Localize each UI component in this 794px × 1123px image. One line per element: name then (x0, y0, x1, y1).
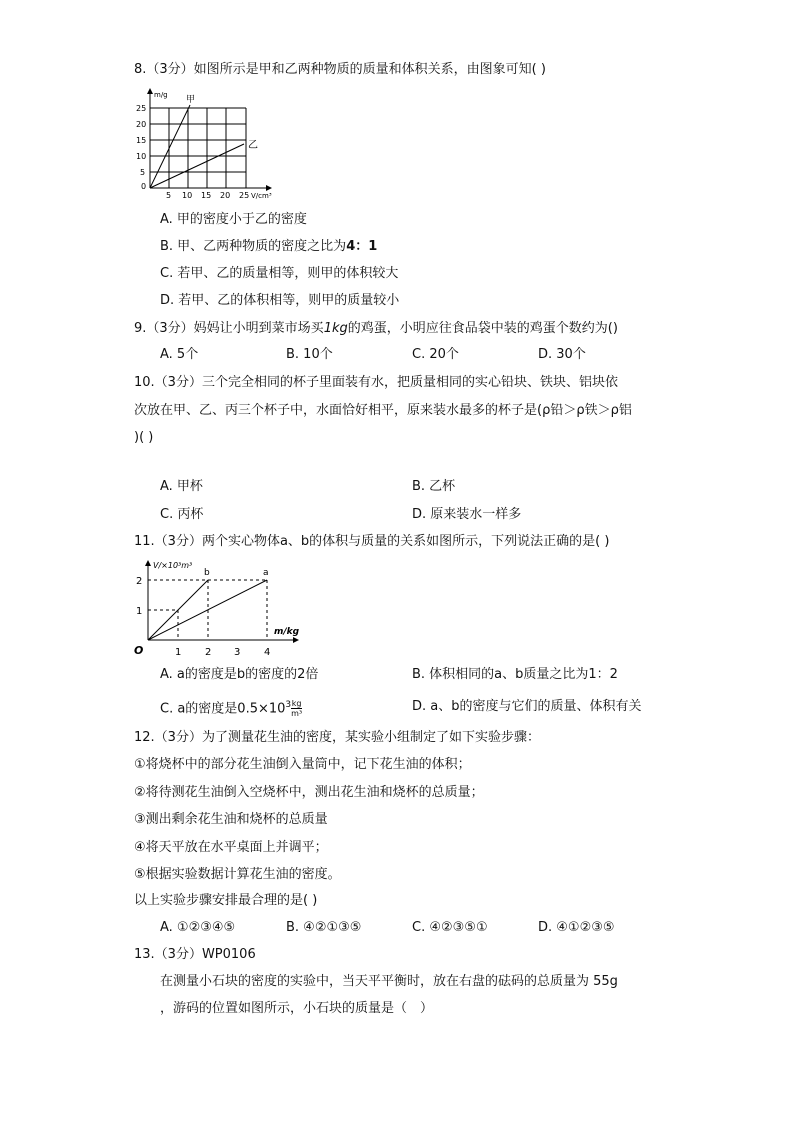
q8-xtick: 5 (166, 191, 172, 200)
q8-density-graph (136, 88, 286, 203)
q11-xtick: 2 (205, 647, 212, 658)
q11-xtick: 3 (234, 647, 241, 658)
q9-option-d: D. 30个 (538, 347, 586, 362)
q8-xtick: 15 (201, 191, 212, 200)
q11-option-b: B. 体积相同的a、b质量之比为1：2 (412, 667, 618, 682)
q11-origin: O (134, 644, 144, 657)
q8-line-jia (150, 105, 190, 188)
q12-step-5: ⑤根据实验数据计算花生油的密度。 (134, 867, 341, 882)
q8-option-b (160, 238, 377, 256)
q9-option-b: B. 10个 (286, 347, 333, 362)
q9-stem-pre: 9.（3分）妈妈让小明到菜市场买 (134, 321, 324, 336)
q9-option-a: A. 5个 (160, 347, 199, 362)
q12-question: 以上实验步骤安排最合理的是( ) (134, 893, 318, 908)
q11-option-a: A. a的密度是b的密度的2倍 (160, 667, 319, 682)
q8-option-c: C. 若甲、乙的质量相等，则甲的体积较大 (160, 266, 399, 281)
q11-option-c-unit-bot: m³ (291, 709, 303, 719)
q11-volume-mass-graph (133, 558, 308, 658)
q8-origin: 0 (141, 182, 147, 191)
q9-option-c: C. 20个 (412, 347, 459, 362)
q12-option-a: A. ①②③④⑤ (160, 920, 236, 935)
q8-ytick: 15 (136, 136, 147, 145)
q8-option-d: D. 若甲、乙的体积相等，则甲的质量较小 (160, 293, 400, 308)
q8-label-jia: 甲 (186, 95, 196, 105)
q11-option-c-text: C. a的密度是0.5×10 (160, 701, 286, 717)
q11-ytick: 2 (136, 576, 143, 587)
q11-label-b: b (204, 568, 210, 578)
q11-option-c-unit-top: kg (291, 699, 302, 709)
q10-option-d: D. 原来装水一样多 (412, 507, 522, 522)
q11-option-c-unit (291, 699, 302, 718)
q11-xtick: 1 (175, 647, 182, 658)
q9-stem-unit: 1kg (323, 321, 348, 336)
q8-ytick: 25 (136, 104, 147, 113)
q12-stem: 12.（3分）为了测量花生油的密度，某实验小组制定了如下实验步骤： (134, 730, 540, 745)
q11-option-c (160, 696, 302, 718)
q8-ytick: 20 (136, 120, 147, 129)
q11-xtick: 4 (264, 647, 271, 658)
q8-xtick: 25 (239, 191, 250, 200)
q8-label-yi: 乙 (248, 140, 258, 151)
q13-text-line2: ，游码的位置如图所示，小石块的质量是（ ） (160, 1001, 434, 1016)
q8-option-b-text: B. 甲、乙两种物质的密度之比为 (160, 239, 347, 254)
q11-stem: 11.（3分）两个实心物体a、b的体积与质量的关系如图所示，下列说法正确的是( ) (134, 534, 610, 549)
q11-option-d: D. a、b的密度与它们的质量、体积有关 (412, 699, 642, 714)
q8-stem: 8.（3分）如图所示是甲和乙两种物质的质量和体积关系，由图象可知( ) (134, 62, 546, 77)
q9-stem-post: 的鸡蛋，小明应往食品袋中装的鸡蛋个数约为() (347, 321, 618, 336)
q12-option-c: C. ④②③⑤① (412, 920, 488, 935)
q8-ytick: 10 (136, 152, 147, 161)
q12-step-2: ②将待测花生油倒入空烧杯中，测出花生油和烧杯的总质量； (134, 785, 484, 800)
q8-line-yi (150, 144, 244, 188)
q12-option-d: D. ④①②③⑤ (538, 920, 615, 935)
q8-xlabel: V/cm³ (251, 192, 272, 200)
q10-stem-line1: 10.（3分）三个完全相同的杯子里面装有水，把质量相同的实心铅块、铁块、铝块依 (134, 375, 618, 390)
q13-stem: 13.（3分）WP0106 (134, 947, 256, 962)
q12-step-4: ④将天平放在水平桌面上并调平； (134, 840, 328, 855)
q9-stem (134, 320, 618, 338)
q11-xlabel: m/kg (274, 627, 300, 637)
q11-label-a: a (263, 568, 269, 578)
q12-step-3: ③测出剩余花生油和烧杯的总质量 (134, 812, 328, 827)
q12-step-1: ①将烧杯中的部分花生油倒入量筒中，记下花生油的体积； (134, 757, 471, 772)
q8-option-b-ratio: 4：1 (346, 239, 378, 254)
q10-stem-line3: )( ) (134, 430, 154, 445)
q8-option-a: A. 甲的密度小于乙的密度 (160, 212, 307, 227)
q11-ytick: 1 (136, 606, 143, 617)
q10-option-c: C. 丙杯 (160, 507, 204, 522)
q8-xtick: 10 (182, 191, 193, 200)
q8-ytick: 5 (140, 168, 146, 177)
q11-ylabel: V/×10³m³ (153, 561, 193, 570)
q10-stem-line2: 次放在甲、乙、丙三个杯子中，水面恰好相平，原来装水最多的杯子是(ρ铅＞ρ铁＞ρ铝 (134, 403, 632, 418)
q13-text-line1: 在测量小石块的密度的实验中，当天平平衡时，放在右盘的砝码的总质量为 55g (160, 974, 618, 989)
q10-option-a: A. 甲杯 (160, 479, 203, 494)
q10-option-b: B. 乙杯 (412, 479, 456, 494)
q12-option-b: B. ④②①③⑤ (286, 920, 362, 935)
q11-option-c-exponent: 3 (285, 700, 292, 710)
q8-xtick: 20 (220, 191, 231, 200)
q8-ylabel: m/g (154, 91, 168, 99)
